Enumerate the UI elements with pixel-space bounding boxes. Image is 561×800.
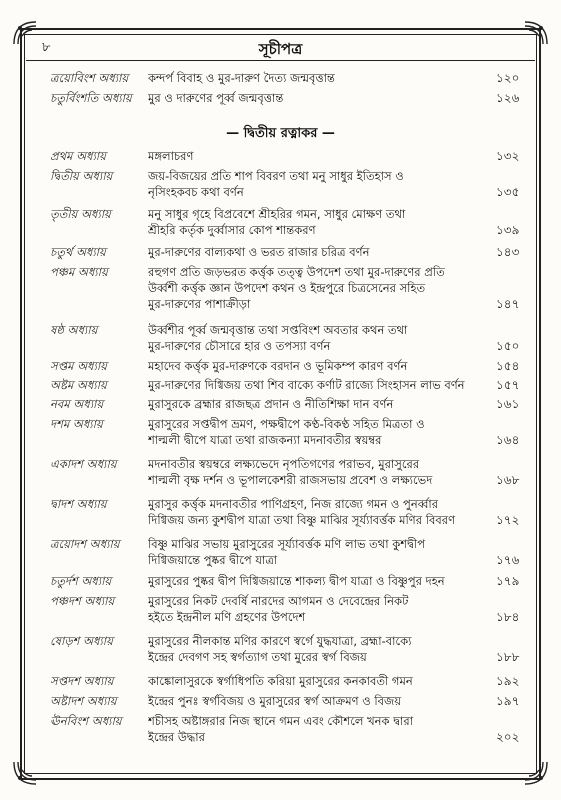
chapter-description: [148, 573, 488, 589]
description-line: মুরাসুরের নীলকান্ত মণির কারণে স্বর্গে যুদ্ধযাত্রা, ব্রহ্মা-বাক্যে: [148, 634, 412, 648]
page-ref: ১৮৪: [496, 610, 520, 624]
description-line: মহাদেব কর্ত্তৃক মুর-দারুণকে বরদান ও ভূমিকম্প কারণ বর্ণন: [148, 359, 408, 373]
chapter-label: অষ্টম অধ্যায়: [50, 378, 107, 392]
description-line: মুরাসুর কর্ত্তৃক মদনাবতীর পাণিগ্রহণ, নিজ রাজ্যে গমন ও পুনর্ব্বার: [148, 497, 439, 511]
description-line: শাল্মলী দ্বীপে যাত্রা তথা রাজকন্যা মদনাবতীর স্বয়ম্বর: [148, 433, 382, 447]
chapter-description: [148, 377, 488, 393]
chapter-label: পঞ্চম অধ্যায়: [50, 265, 108, 279]
description-line: মনু সাধুর গৃহে বিপ্রবেশে শ্রীহরির গমন, সাধুর মোক্ষণ তথা: [148, 207, 406, 221]
corner-ornament: [12, 760, 38, 786]
description-line: জয়-বিজয়ের প্রতি শাপ বিবরণ তথা মনু সাধুর ইতিহাস ও: [148, 169, 404, 183]
chapter-description: [148, 713, 488, 745]
page-ref: ১৭৬: [496, 553, 520, 567]
chapter-label: দ্বিতীয় অধ্যায়: [50, 169, 113, 183]
chapter-description: [148, 206, 488, 238]
chapter-label: দশম অধ্যায়: [50, 417, 103, 431]
chapter-label: ষোড়শ অধ্যায়: [50, 634, 113, 648]
page-ref: ১৬১: [496, 397, 520, 411]
description-line: মঙ্গলাচরণ: [148, 149, 194, 163]
chapter-label: সপ্তম অধ্যায়: [50, 359, 107, 373]
description-line: মদনাবতীর স্বয়ম্বরে লক্ষ্যভেদে নৃপতিগণের পরাভব, মুরাসুরের: [148, 457, 420, 471]
description-line: হইতে ইন্দ্রনীল মণি গ্রহণের উপদেশ: [148, 610, 306, 624]
chapter-description: [148, 673, 488, 689]
chapter-description: [148, 416, 488, 448]
chapter-label: প্রথম অধ্যায়: [50, 149, 106, 163]
chapter-label: নবম অধ্যায়: [50, 397, 104, 411]
chapter-description: [148, 536, 488, 568]
description-line: ইন্দ্রের উদ্ধার: [148, 730, 205, 744]
page-ref: ১৩২: [496, 149, 520, 163]
description-line: মুর-দারুণের চৌসারে হার ও তপস্যা বর্ণন: [148, 339, 331, 353]
chapter-description: [148, 693, 488, 709]
chapter-label: চতুর্দশ অধ্যায়: [50, 574, 112, 588]
description-line: দিগ্বিজয় জন্য কুশদ্বীপ যাত্রা তথা বিষ্ণু মাঝির সূর্য্যাবর্ত্তক মণির বিবরণ: [148, 513, 456, 527]
page-ref: ১৩৫: [496, 185, 520, 199]
chapter-label: চতুর্বিংশতি অধ্যায়: [50, 91, 132, 105]
description-line: উর্ব্বশী কর্ত্তৃক জ্ঞান উপদেশ কথন ও ইন্দ্রপুরে চিত্রসেনের সহিত: [148, 281, 426, 295]
page-ref: ১৭৯: [496, 574, 520, 588]
description-line: ইন্দ্রের পুনঃ স্বর্গবিজয় ও মুরাসুরের স্বর্গ আক্রমণ ও বিজয়: [148, 694, 402, 708]
chapter-description: [148, 456, 488, 488]
page-ref: ১৯২: [496, 674, 520, 688]
description-line: মুরাসুরের নিকট দেবর্ষি নারদের আগমন ও দেবেন্দ্রের নিকট: [148, 594, 409, 608]
description-line: শাল্মলী বৃক্ষ দর্শন ও ভূপালকেশরী রাজসভায় প্রবেশ ও লক্ষ্যভেদ: [148, 473, 433, 487]
chapter-label: সপ্তদশ অধ্যায়: [50, 674, 114, 688]
chapter-description: [148, 168, 488, 200]
chapter-description: [148, 593, 488, 625]
page-ref: ১৬৮: [496, 473, 520, 487]
chapter-description: [148, 358, 488, 374]
description-line: মুর-দারুণের বাল্যকথা ও ভরত রাজার চরিত্র বর্ণন: [148, 245, 370, 259]
description-line: মুর-দারুণের দিগ্বিজয় তথা শিব বাক্যে কর্ণাট রাজ্যে সিংহাসন লাভ বর্ণন: [148, 378, 465, 392]
section-title: — দ্বিতীয় রত্নাকর —: [226, 126, 335, 141]
page-ref: ১২০: [496, 71, 520, 85]
page-ref: ১৫০: [496, 339, 520, 353]
chapter-description: [148, 90, 488, 106]
chapter-label: পঞ্চদশ অধ্যায়: [50, 594, 115, 608]
chapter-description: [148, 322, 488, 354]
page-header: [26, 36, 535, 61]
description-line: উর্ব্বশীর পূর্ব্ব জন্মবৃত্তান্ত তথা সপ্তবিংশ অবতার কথন তথা: [148, 323, 408, 337]
chapter-description: [148, 496, 488, 528]
description-line: ইন্দ্রের দেবগণ সহ স্বর্গত্যাগ তথা মুরের স্বর্গ বিজয়: [148, 650, 367, 664]
page-ref: ১৯৭: [496, 694, 520, 708]
description-line: বিষ্ণু মাঝির সভায় মুরাসুরের সূর্য্যাবর্ত্তক মণি লাভ তথা কুশদ্বীপ: [148, 537, 426, 551]
page-ref: ১২৬: [496, 91, 520, 105]
description-line: কাঙ্কোলাসুরকে স্বর্গাধিপতি করিয়া মুরাসুরের কনকাবতী গমন: [148, 674, 413, 688]
chapter-description: [148, 264, 488, 312]
chapter-label: ত্রয়োদশ অধ্যায়: [50, 537, 120, 551]
chapter-label: ষষ্ঠ অধ্যায়: [50, 323, 98, 337]
page-ref: ১৫৭: [496, 378, 520, 392]
corner-ornament: [523, 760, 549, 786]
page-title: সূচীপত্র: [258, 40, 303, 58]
page-ref: ১৫৪: [496, 359, 520, 373]
description-line: মুর ও দারুণের পূর্ব্ব জন্মবৃত্তান্ত: [148, 91, 284, 105]
description-line: রহুগণ প্রতি জড়ভরত কর্ত্তৃক তত্ত্ব উপদেশ তথা মুর-দারুণের প্রতি: [148, 265, 445, 279]
description-line: মুরাসুরকে ব্রহ্মার রাজছত্র প্রদান ও নীতিশিক্ষা দান বর্ণন: [148, 397, 394, 411]
description-line: দিগ্বিজয়ান্তে পুষ্কর দ্বীপে যাত্রা: [148, 553, 278, 567]
page-ref: ১৭২: [496, 513, 520, 527]
page-ref: ২০২: [496, 730, 520, 744]
page-ref: ১৪৩: [496, 245, 520, 259]
description-line: শচীসহ অষ্টাঙ্গরার নিজ স্থানে গমন এবং কৌশলে খনক দ্বারা: [148, 714, 414, 728]
chapter-label: একাদশ অধ্যায়: [50, 457, 117, 471]
page-ref: ১৬৪: [496, 433, 520, 447]
chapter-description: [148, 70, 488, 86]
page-ref: ১৮৮: [496, 650, 520, 664]
description-line: মুর-দারুণের পাশাক্রীড়া: [148, 297, 251, 311]
description-line: মুরাসুরের সপ্তদ্বীপ ভ্রমণ, পক্ষদ্বীপে কণ্ঠ-বিকণ্ঠ সহিত মিত্রতা ও: [148, 417, 425, 431]
page-ref: ১৪৭: [496, 297, 520, 311]
chapter-description: [148, 633, 488, 665]
chapter-label: ঊনবিংশ অধ্যায়: [50, 714, 122, 728]
page-number: ৮: [42, 40, 51, 55]
chapter-description: [148, 148, 488, 164]
description-line: কন্দর্প বিবাহ ও মুর-দারুণ দৈত্য জন্মবৃত্তান্ত: [148, 71, 335, 85]
chapter-label: ত্রয়োবিংশ অধ্যায়: [50, 71, 129, 85]
page-ref: ১৩৯: [496, 223, 520, 237]
chapter-label: তৃতীয় অধ্যায়: [50, 207, 111, 221]
chapter-label: দ্বাদশ অধ্যায়: [50, 497, 107, 511]
chapter-label: অষ্টাদশ অধ্যায়: [50, 694, 117, 708]
description-line: নৃসিংহকবচ কথা বর্ণন: [148, 185, 244, 199]
description-line: শ্রীহরি কর্তৃক দুর্ব্বাসার কোপ শান্তকরণ: [148, 223, 316, 237]
chapter-label: চতুর্থ অধ্যায়: [50, 245, 106, 259]
description-line: মুরাসুরের পুষ্কর দ্বীপ দিগ্বিজয়ান্তে শাকল্য দ্বীপ যাত্রা ও বিষ্ণুপুর দহন: [148, 574, 445, 588]
chapter-description: [148, 244, 488, 260]
chapter-description: [148, 396, 488, 412]
